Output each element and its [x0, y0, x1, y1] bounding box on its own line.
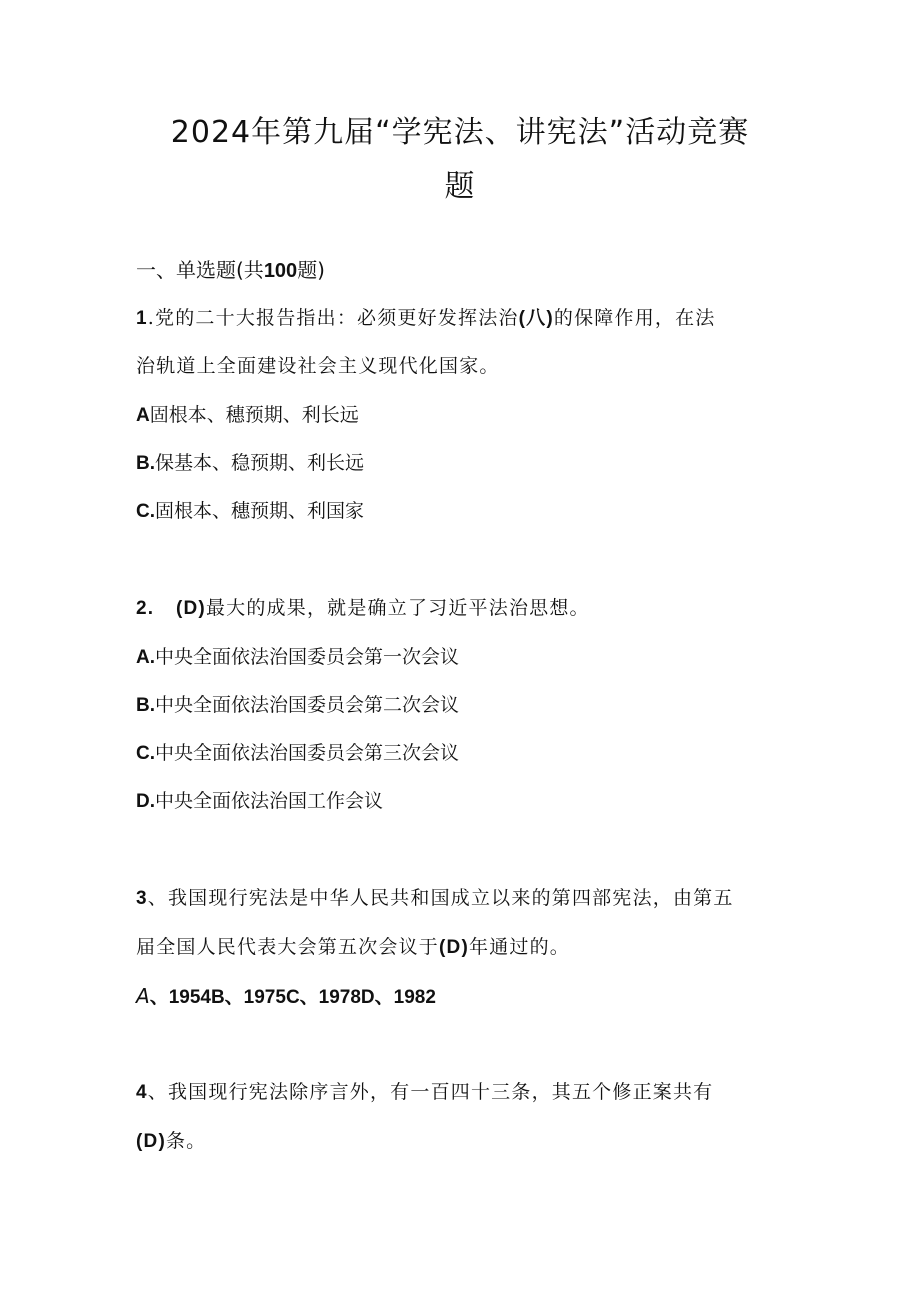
option-text: 中央全面依法治国委员会第二次会议 — [155, 694, 460, 716]
option-label: B. — [136, 453, 155, 474]
question-3-stem-line-2 — [136, 935, 570, 960]
question-2-option-b — [136, 693, 459, 718]
title-line-1: 2024年第九届“学宪法、讲宪法”活动竞赛 — [170, 115, 750, 150]
option-label: A — [136, 984, 150, 1008]
option-label: A. — [136, 647, 155, 668]
question-2-option-a — [136, 645, 459, 670]
question-3-stem-c: 年通过的。 — [469, 936, 571, 958]
question-1-option-a — [136, 403, 359, 428]
question-2-stem-text: 最大的成果，就是确立了习近平法治思想。 — [205, 597, 590, 619]
option-label: B. — [136, 695, 155, 716]
question-1-answer: (八) — [518, 308, 554, 329]
question-4-stem-line-2 — [136, 1129, 206, 1154]
question-1-number: 1 — [136, 308, 148, 329]
question-3-stem-a: 、我国现行宪法是中华人民共和国成立以来的第四部宪法，由第五 — [147, 887, 734, 909]
option-text: 中央全面依法治国委员会第一次会议 — [155, 646, 460, 668]
page-title — [100, 106, 820, 214]
question-3-stem-b: 届全国人民代表大会第五次会议于 — [136, 936, 440, 958]
option-text: 中央全面依法治国委员会第三次会议 — [155, 742, 460, 764]
question-4-answer: (D) — [136, 1131, 166, 1152]
question-4-number: 4 — [136, 1082, 148, 1103]
section-heading-count: 100 — [263, 260, 298, 282]
question-1-option-c — [136, 499, 364, 524]
question-2-option-c — [136, 741, 459, 766]
question-4-stem-line-1 — [136, 1080, 713, 1105]
question-1-option-b — [136, 451, 364, 476]
option-label: C. — [136, 501, 155, 522]
question-4-stem-b: 条。 — [165, 1130, 207, 1152]
question-1-stem-line-2: 治轨道上全面建设社会主义现代化国家。 — [136, 355, 500, 377]
option-text: 、1954B、1975C、1978D、1982 — [149, 987, 436, 1008]
question-2-option-d — [136, 789, 383, 814]
question-1-stem-b: 的保障作用，在法 — [553, 307, 716, 329]
question-1-stem-line-1 — [136, 306, 716, 331]
question-2-stem — [136, 596, 590, 621]
option-label: C. — [136, 743, 155, 764]
question-2-number: 2. — [136, 598, 155, 619]
title-line-2: 题 — [444, 169, 476, 204]
option-text: 保基本、稳预期、利长远 — [155, 452, 365, 474]
section-heading-suffix: 题) — [297, 258, 325, 282]
option-text: 固根本、穗预期、利国家 — [155, 500, 365, 522]
option-text: 中央全面依法治国工作会议 — [155, 790, 384, 812]
option-label: A — [136, 405, 150, 426]
question-3-options — [136, 984, 436, 1010]
question-1-stem-a: .党的二十大报告指出：必须更好发挥法治 — [147, 307, 519, 329]
question-2-answer: (D) — [175, 598, 206, 619]
section-heading-prefix: 一、单选题(共 — [136, 258, 264, 282]
question-3-number: 3 — [136, 888, 148, 909]
option-text: 固根本、穗预期、利长远 — [149, 404, 359, 426]
question-4-stem-a: 、我国现行宪法除序言外，有一百四十三条，其五个修正案共有 — [147, 1081, 714, 1103]
question-3-stem-line-1 — [136, 886, 734, 911]
question-3-answer: (D) — [439, 937, 469, 958]
option-label: D. — [136, 791, 155, 812]
section-heading — [136, 258, 325, 283]
